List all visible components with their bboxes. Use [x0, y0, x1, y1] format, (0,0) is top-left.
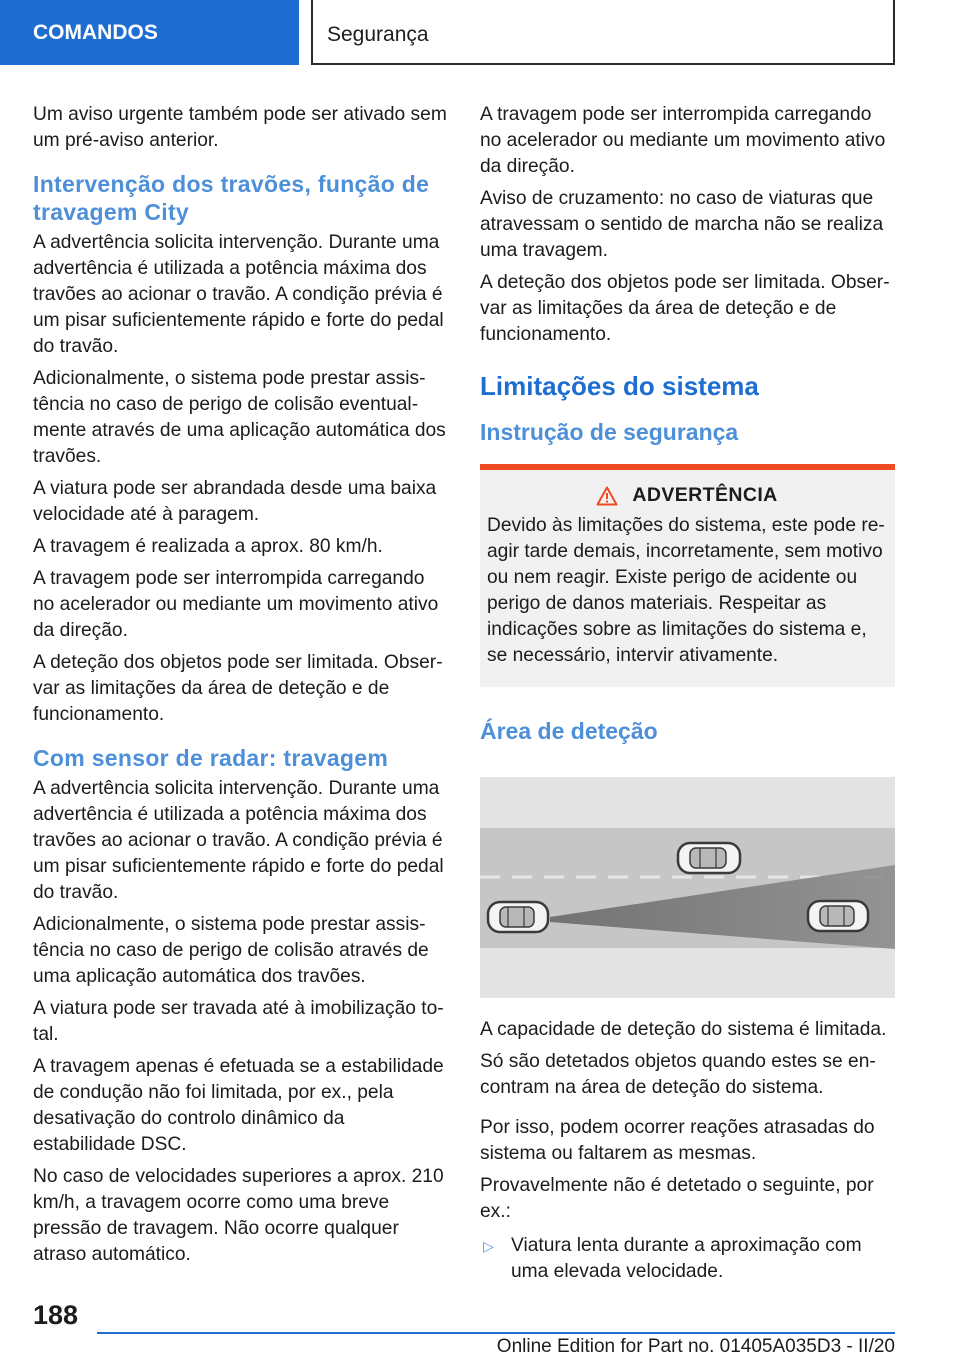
section-heading: Área de deteção — [480, 718, 658, 744]
warning-title — [487, 484, 887, 507]
chapter-label: COMANDOS — [33, 20, 158, 44]
paragraph: Adicionalmente, o sistema pode prestar assistência no caso de perigo de colisão eventualmente através de uma aplicação automática dos travões. — [33, 368, 446, 467]
paragraph: Provavelmente não é detetado o seguinte, por ex.: — [480, 1175, 874, 1222]
warning-text: Devido às limitações do sistema, este pode reagir tarde demais, incorretamente, sem motivo ou nem reagir. Existe perigo de acidente ou perigo de danos materiais. Respeitar as indicações sobre as limitações do sistema e, se necessário, intervir ativamente. — [487, 515, 885, 666]
paragraph: No caso de velocidades superiores a aprox. 210 km/h, a travagem ocorre como uma breve pressão de travagem. Não ocorre qualquer atraso automático. — [33, 1166, 444, 1265]
paragraph: A advertência solicita intervenção. Durante uma advertência é utilizada a potência máxima dos travões ao acionar o travão. A condição prévia é um pisar suficientemente rápido e forte do pedal do travão. — [33, 778, 444, 903]
paragraph: A viatura pode ser abrandada desde uma baixa velocidade até à paragem. — [33, 478, 437, 525]
paragraph: Aviso de cruzamento: no caso de viaturas que atravessam o sentido de marcha não se realiza uma travagem. — [480, 188, 884, 261]
section-heading: Com sensor de radar: travagem — [33, 745, 389, 771]
paragraph: A travagem apenas é efetuada se a estabilidade de condução não foi limitada, por ex., pela desativação do controlo dinâmico da estabilidade DSC. — [33, 1056, 444, 1155]
paragraph: Adicionalmente, o sistema pode prestar assistência no caso de perigo de colisão através de uma aplicação automática dos travões. — [33, 914, 429, 987]
section-header — [311, 0, 895, 65]
chapter-heading: Limitações do sistema — [480, 371, 759, 401]
paragraph: A travagem é realizada a aprox. 80 km/h. — [33, 536, 383, 557]
warning-triangle-icon — [596, 486, 618, 506]
chapter-tab — [0, 0, 299, 65]
vehicle-ahead-icon — [808, 901, 868, 931]
paragraph: A advertência solicita intervenção. Durante uma advertência é utilizada a potência máxima dos travões ao acionar o travão. A condição prévia é um pisar suficientemente rápido e forte do pedal do travão. — [33, 232, 444, 357]
list-item — [480, 1233, 895, 1285]
paragraph: A deteção dos objetos pode ser limitada. Observar as limitações da área de deteção e de funcionamento. — [33, 652, 443, 725]
detection-area-illustration — [480, 777, 895, 998]
paragraph: Por isso, podem ocorrer reações atrasadas do sistema ou faltarem as mesmas. — [480, 1117, 875, 1164]
edition-footer: Online Edition for Part no. 01405A035D3 - II/20 — [496, 1336, 895, 1357]
warning-box — [480, 464, 895, 687]
paragraph: A travagem pode ser interrompida carregando no acelerador ou mediante um movimento ativo da direção. — [33, 568, 439, 641]
bullet-arrow-icon: ▷ — [483, 1238, 494, 1254]
paragraph: A capacidade de deteção do sistema é limitada. — [480, 1019, 887, 1040]
right-column — [480, 102, 895, 1285]
oncoming-car-icon — [678, 843, 740, 873]
footer-divider — [97, 1332, 895, 1334]
paragraph: A viatura pode ser travada até à imobilização total. — [33, 998, 444, 1045]
paragraph: A travagem pode ser interrompida carregando no acelerador ou mediante um movimento ativo da direção. — [480, 104, 886, 177]
page-number: 188 — [33, 1300, 79, 1330]
list-item-text: Viatura lenta durante a aproximação com uma elevada velocidade. — [511, 1235, 862, 1282]
paragraph: Só são detetados objetos quando estes se encontram na área de deteção do sistema. — [480, 1051, 876, 1098]
warning-title-text: ADVERTÊNCIA — [632, 484, 778, 506]
paragraph: Um aviso urgente também pode ser ativado sem um pré-aviso anterior. — [33, 104, 447, 151]
ego-car-icon — [488, 902, 548, 932]
section-heading: Instrução de segurança — [480, 419, 739, 445]
paragraph: A deteção dos objetos pode ser limitada. Observar as limitações da área de deteção e de funcionamento. — [480, 272, 890, 345]
section-heading: Intervenção dos travões, função de travagem City — [33, 171, 430, 225]
left-column — [33, 102, 448, 1274]
section-label: Segurança — [327, 22, 429, 46]
